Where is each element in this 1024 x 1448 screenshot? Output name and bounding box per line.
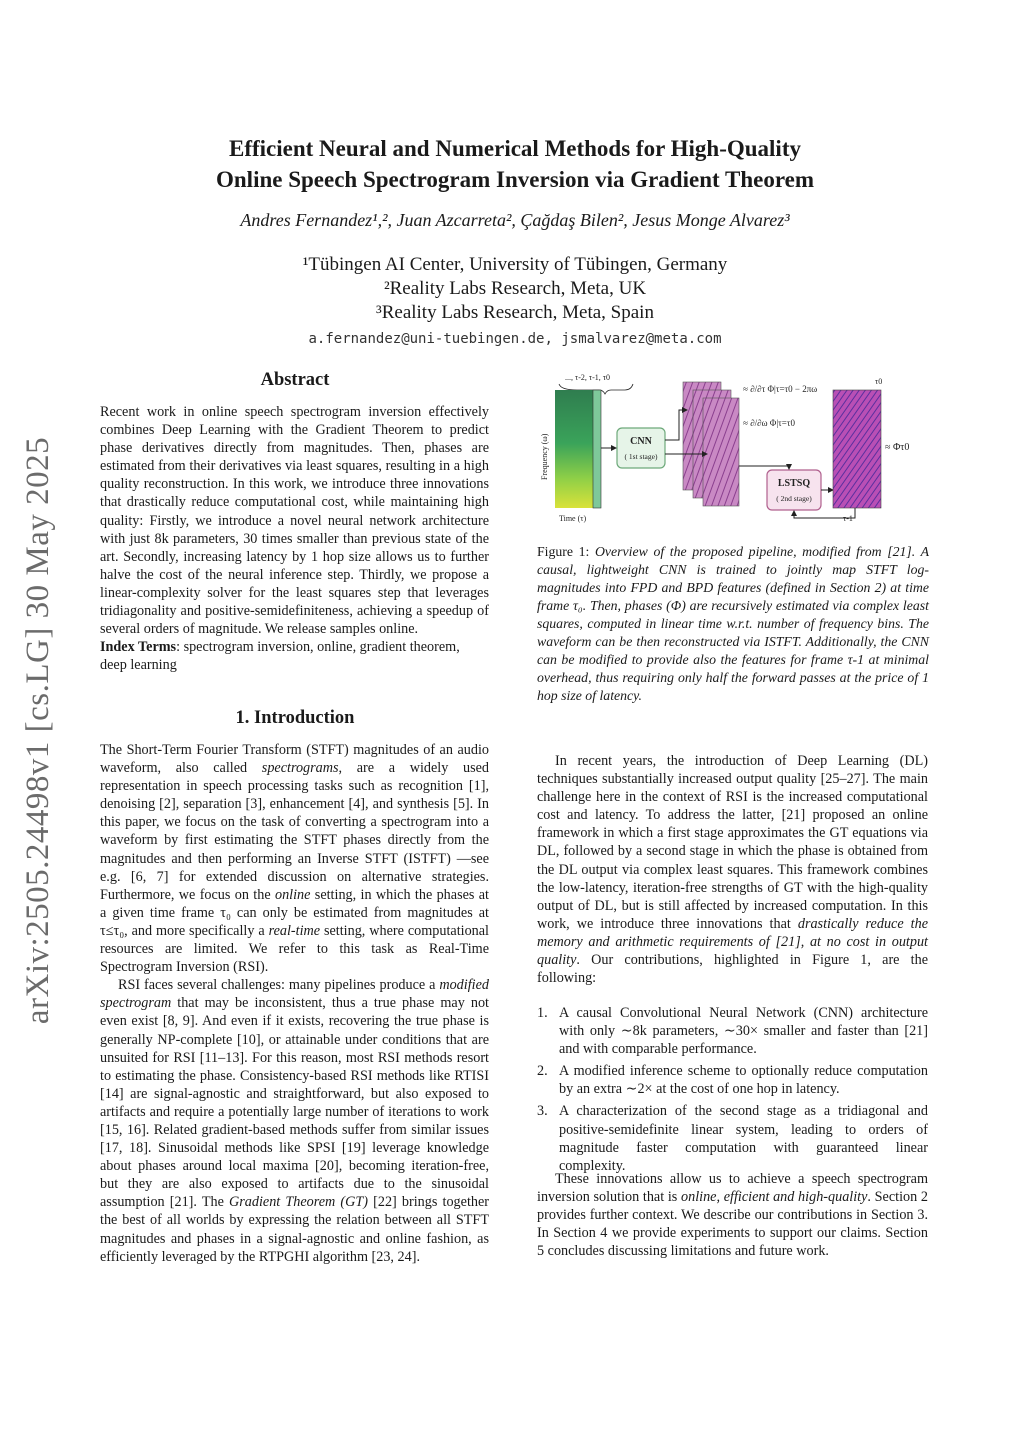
right-closing — [537, 1170, 928, 1260]
index-terms-label: Index Terms — [100, 639, 177, 656]
affiliation-1: ¹Tübingen AI Center, University of Tübingen, Germany — [302, 254, 728, 275]
intro-p1-em2: online — [274, 886, 311, 903]
right-paragraph-1 — [537, 752, 928, 987]
item-text: A causal Convolutional Neural Network (CNN) architecture with only ∼8k parameters, ∼30× smaller and faster than [21] and with comparable performance. — [559, 1005, 928, 1058]
paper-title — [100, 133, 930, 195]
intro-p1-d: setting, where computational resources are limited. We refer to this task as Real-Time Spectrogram Inversion (RSI). — [100, 922, 489, 976]
intro-p2-em1: modified spectrogram — [100, 977, 489, 1012]
intro-p1-b: , are a widely used representation in speech processing tasks such as recognition [1], denoising [2], separation [3], enhancement [4], and synthesis [5]. In this paper, we focus on the task of converting a spectrogram into a waveform by first estimating the STFT phases directly from the magnitudes and then performing an Inverse STFT (ISTFT) —see e.g. [6, 7] for extended discussion on alternative strategies. Furthermore, we focus on the — [100, 760, 489, 903]
title-line-1: Efficient Neural and Numerical Methods for High-Quality — [229, 136, 801, 161]
figure-top-label: ..., τ-2, τ-1, τ0 — [565, 373, 610, 382]
tau0-label: τ0 — [875, 377, 883, 386]
list-item — [537, 1062, 928, 1098]
item-number: 1. — [537, 1005, 548, 1021]
item-text: A characterization of the second stage as a tridiagonal and positive-semidefinite linear system, leading to orders of magnitude faster computation with guaranteed linear complexity. — [559, 1103, 928, 1174]
right-p1-b: . Our contributions, highlighted in Figure 1, are the following: — [537, 952, 928, 987]
figure-1 — [537, 370, 930, 530]
intro-p2-em2: Gradient Theorem (GT) — [229, 1194, 369, 1211]
index-terms-text: : spectrogram inversion, online, gradient theorem, deep learning — [100, 639, 460, 674]
caption-label: Figure 1: — [537, 544, 590, 559]
lstsq-box — [767, 470, 821, 510]
right-p2-a: These innovations allow us to achieve a speech spectrogram inversion solution that is — [537, 1171, 928, 1206]
intro-p2-b: that may be inconsistent, thus a true phase may not even exist [8, 9]. And even if it exists, recovering the true phase is generally NP-complete [10], or attainable under conditions that are unsuited for RSI [11–13]. For this reason, most RSI methods resort to estimating the phase. Consistency-based RSI methods like RTISI [14] are signal-agnostic and straightforward, but also exposed to artifacts and require a potentially large number of iterations to work [15, 16]. Related gradient-based methods suffer from similar issues [17, 18]. Sinusoidal methods like SPSI [19] leverage knowledge about phases around local maxima [20], becoming iteration-free, but they are also exposed to artifacts due to the sinusoidal assumption [21]. The — [100, 995, 489, 1211]
abstract-heading: Abstract — [260, 370, 330, 390]
intro-p2-c: [22] brings together the best of all worlds by expressing the relation between all STFT magnitudes and phases in a signal-agnostic and online fashion, as efficiently leveraged by the RTPGHI algorithm [23, 24]. — [100, 1194, 489, 1265]
caption-text: Overview of the proposed pipeline, modified from [21]. A causal, lightweight CNN is trained to jointly map STFT log-magnitudes into FPD and BPD features (defined in Section 2) at time frame τ₀. Then, phases (Φ) are recursively estimated via complex least squares, computed in linear time w.r.t. number of frequency bins. The waveform can be then reconstructed via ISTFT. Additionally, the CNN can be modified to provide also the features for frame τ-1 at minimal overhead, thus requiring only half the forward passes at the price of 1 hop size of latency. — [537, 544, 929, 703]
emails: a.fernandez@uni-tuebingen.de, jsmalvarez@meta.com — [308, 331, 722, 347]
arrow-features-to-lstsq — [739, 466, 789, 469]
contributions-list — [537, 1004, 928, 1175]
list-item — [537, 1102, 928, 1174]
phase-approx-label: ≈ Φτ0 — [885, 442, 910, 453]
intro-p1-c: setting, in which the phases at a given time frame τ₀ can only be estimated from magnitudes at τ≤τ₀, and more specifically a — [100, 886, 489, 939]
lstsq-stage: ( 2nd stage) — [776, 494, 812, 503]
intro-p1-a: The Short-Term Fourier Transform (STFT) magnitudes of an audio waveform, also called — [100, 742, 489, 777]
intro-p1-em3: real-time — [268, 922, 321, 939]
intro-p2-a: RSI faces several challenges: many pipelines produce a — [118, 977, 440, 994]
cnn-label: CNN — [630, 436, 652, 447]
intro-paragraph-2 — [100, 976, 489, 1266]
item-number: 2. — [537, 1063, 548, 1080]
abstract — [100, 403, 489, 674]
arxiv-id: arXiv:2505.24498v1 [cs.LG] 30 May 2025 — [20, 436, 57, 1024]
contributions-list-wrap — [537, 1004, 928, 1179]
right-p2-em: online, efficient and high-quality — [681, 1189, 868, 1206]
item-text: A modified inference scheme to optionally reduce computation by an extra ∼2× at the cost of one hop in latency. — [559, 1063, 928, 1098]
title-line-2: Online Speech Spectrogram Inversion via Gradient Theorem — [216, 167, 814, 192]
figure-1-caption — [537, 543, 929, 705]
cnn-stage: ( 1st stage) — [624, 452, 658, 461]
eq-time-derivative: ≈ ∂/∂τ Φ|τ=τ0 − 2πω — [743, 384, 818, 394]
authors: Andres Fernandez¹,², Juan Azcarreta², Çağdaş Bilen², Jesus Monge Alvarez³ — [240, 210, 790, 230]
figure-xlabel: Time (τ) — [559, 514, 587, 523]
index-terms — [100, 638, 489, 674]
introduction-heading: 1. Introduction — [235, 708, 355, 728]
feature-map-front — [703, 398, 739, 506]
affiliations — [100, 253, 930, 325]
affiliation-2: ²Reality Labs Research, Meta, UK — [383, 278, 647, 299]
output-phase — [833, 390, 881, 508]
current-frame-highlight — [593, 390, 601, 508]
eq-freq-derivative: ≈ ∂/∂ω Φ|τ=τ0 — [743, 418, 795, 428]
list-item — [537, 1004, 928, 1058]
right-p1-a: In recent years, the introduction of Deep Learning (DL) techniques substantially increased output quality [25–27]. The main challenge here in the context of RSI is the increased computational cost and latency. To address the latter, [21] proposed an online framework in which a first stage approximates the GT equations via DL, followed by a second stage in which the phase is obtained from the DL output via complex least squares. This framework combines the low-latency, iteration-free strengths of GT with the high-quality output of DL, but is still affected by increased computation. In this work, we introduce three innovations that — [537, 753, 928, 932]
figure-ylabel: Frequency (ω) — [540, 433, 549, 480]
introduction — [100, 741, 489, 1266]
pipeline-diagram — [537, 370, 930, 530]
right-paragraph-2 — [537, 1170, 928, 1260]
right-column-text — [537, 752, 928, 987]
abstract-body: Recent work in online speech spectrogram inversion effectively combines Deep Learning with the Gradient Theorem to predict phase derivatives directly from magnitudes. Then, phases are estimated from their derivatives via least squares, resulting in a high quality reconstruction. In this work, we introduce three innovations that drastically reduce computational cost, while maintaining high quality: Firstly, we introduce a novel neural network architecture with just 8k parameters, 30 times smaller than previous state of the art. Secondly, increasing latency by 1 hop size allows us to further halve the cost of the neural inference step. Thirdly, we propose a linear-complexity solver for the least squares step that leverages tridiagonality and positive-semidefiniteness, achieving a speedup of several orders of magnitude. We release samples online. — [100, 404, 489, 638]
right-p1-em: drastically reduce the memory and arithmetic requirements of [21], at no cost in output quality — [537, 915, 928, 969]
item-number: 3. — [537, 1103, 548, 1120]
tau-minus1-label: τ-1 — [843, 514, 853, 523]
right-p2-b: . Section 2 provides further context. We describe our contributions in Section 3. In Section 4 we provide experiments to support our claims. Section 5 concludes discussing limitations and future work. — [537, 1189, 928, 1260]
intro-paragraph-1 — [100, 741, 489, 976]
cnn-box — [617, 428, 665, 468]
arxiv-sidebar — [16, 420, 62, 1040]
intro-p1-em1: spectrograms — [261, 760, 339, 777]
lstsq-label: LSTSQ — [777, 478, 811, 489]
affiliation-3: ³Reality Labs Research, Meta, Spain — [376, 302, 654, 323]
